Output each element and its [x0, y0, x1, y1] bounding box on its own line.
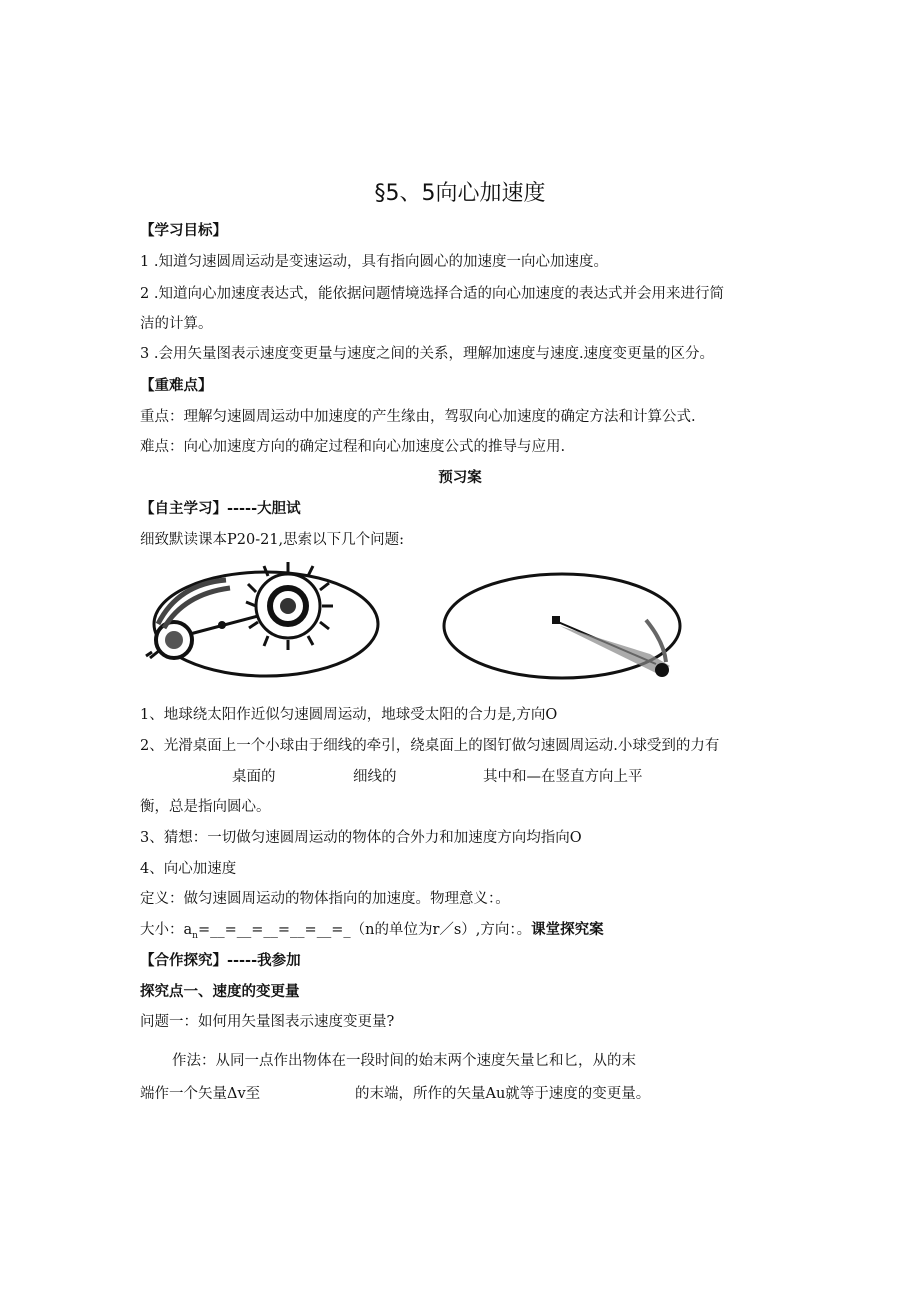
- size-prefix: 大小：a: [140, 922, 193, 938]
- self-study-intro: 细致默读课本P20-21,思索以下几个问题:: [140, 532, 405, 548]
- question-2-line1: 2、光滑桌面上一个小球由于细线的牵引，绕桌面上的图钉做匀速圆周运动.小球受到的力有: [140, 738, 720, 754]
- sun-icon: [246, 562, 333, 650]
- method-line1: 作法：从同一点作出物体在一段时间的始末两个速度矢量匕和匕，从的末: [172, 1053, 636, 1069]
- earth-sun-orbit-figure: [138, 562, 390, 690]
- key-points-heading: 【重难点】: [140, 378, 213, 394]
- question-4: 4、向心加速度: [140, 861, 237, 877]
- earth-icon: [156, 622, 192, 658]
- objective-2-line1: 2 .知道向心加速度表达式，能依据问题情境选择合适的向心加速度的表达式并会用来进行简: [140, 286, 724, 302]
- question-2-line3: 衡，总是指向圆心。: [140, 799, 271, 815]
- page-title: §5、5向心加速度: [374, 181, 546, 206]
- question-2-part-b: 细线的: [353, 769, 397, 785]
- definition: 定义：做匀速圆周运动的物体指向的加速度。物理意义：。: [140, 891, 510, 907]
- method-part-a: 端作一个矢量Δv至: [140, 1086, 261, 1102]
- objective-1: 1 .知道匀速圆周运动是变速运动，具有指向圆心的加速度一向心加速度。: [140, 254, 608, 270]
- size-subscript: n: [192, 930, 198, 941]
- self-study-heading: 【自主学习】-----大胆试: [140, 501, 301, 517]
- objective-2-line2: 洁的计算。: [140, 316, 213, 332]
- question-1: 1、地球绕太阳作近似匀速圆周运动，地球受太阳的合力是,方向O: [140, 707, 558, 723]
- method-part-b: 的末端，所作的矢量Au就等于速度的变更量。: [355, 1086, 651, 1102]
- size-formula-line: [140, 920, 604, 946]
- objective-3: 3 .会用矢量图表示速度变更量与速度之间的关系，理解加速度与速度.速度变更量的区分。: [140, 346, 715, 362]
- question-2-part-c: 其中和—在竖直方向上平: [483, 769, 643, 785]
- inquiry-point-1: 探究点一、速度的变更量: [140, 984, 300, 1000]
- preview-heading: 预习案: [438, 470, 482, 486]
- question-2-part-a: 桌面的: [232, 769, 276, 785]
- ball-pin-circular-motion-figure: [410, 562, 682, 690]
- objectives-heading: 【学习目标】: [140, 223, 227, 239]
- class-inquiry-heading: 课堂探究案: [531, 922, 604, 938]
- key-point-difficulty: 难点：向心加速度方向的确定过程和向心加速度公式的推导与应用.: [140, 439, 566, 455]
- key-point-focus: 重点：理解匀速圆周运动中加速度的产生缘由，驾驭向心加速度的确定方法和计算公式.: [140, 409, 696, 425]
- cooperative-heading: 【合作探究】-----我参加: [140, 953, 301, 969]
- size-formula: =__=__=__=__=__=_（n的单位为r／s）,方向：。: [197, 922, 532, 938]
- question-3: 3、猜想：一切做匀速圆周运动的物体的合外力和加速度方向均指向O: [140, 830, 582, 846]
- question-one: 问题一：如何用矢量图表示速度变更量?: [140, 1014, 395, 1030]
- ball-icon: [655, 663, 669, 677]
